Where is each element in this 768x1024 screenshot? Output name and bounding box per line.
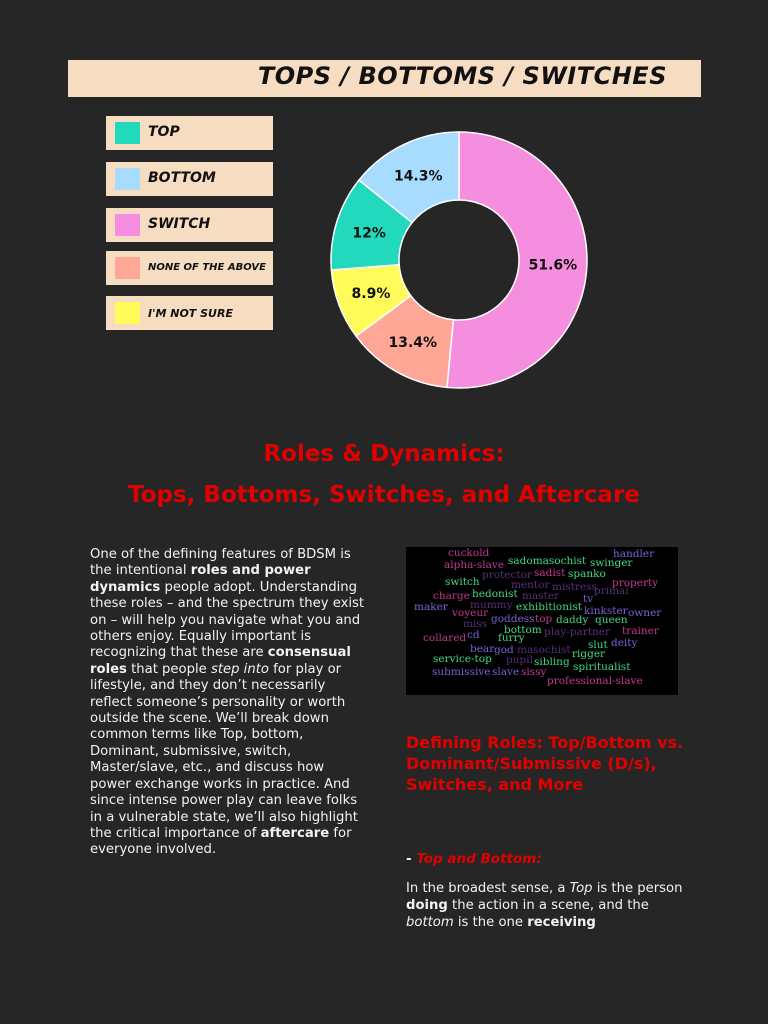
cloud-word: cuckold (448, 547, 490, 559)
chart-title: TOPS / BOTTOMS / SWITCHES (257, 62, 667, 90)
top-bottom-paragraph (406, 880, 686, 931)
cloud-word: master (522, 590, 560, 602)
donut-slice-label: 12% (352, 225, 386, 242)
legend-item-switch (106, 208, 273, 242)
cloud-word: spiritualist (573, 661, 631, 673)
subheading-dash: - (406, 851, 417, 867)
cloud-word: submissive (432, 666, 491, 678)
para-text: is the one (453, 915, 528, 930)
cloud-word: play-partner (544, 626, 611, 638)
cloud-word: handler (613, 548, 655, 560)
cloud-word: property (612, 577, 659, 589)
cloud-word: god (494, 644, 514, 656)
cloud-word: bear (470, 643, 495, 655)
legend-label: I'M NOT SURE (148, 307, 233, 320)
cloud-word: trainer (622, 625, 659, 637)
intro-text: that people (126, 661, 211, 677)
cloud-word: swinger (590, 557, 633, 569)
cloud-word: goddess (491, 613, 535, 625)
cloud-word: slut (588, 639, 608, 651)
cloud-word: switch (445, 576, 480, 588)
legend-item-not-sure (106, 296, 273, 330)
legend-item-bottom (106, 162, 273, 196)
intro-text: for everyone involved. (90, 825, 352, 858)
cloud-word: cd (467, 629, 480, 641)
cloud-word: sadist (534, 567, 566, 579)
intro-bold-consensual: consensual roles (90, 645, 351, 677)
cloud-word: voyeur (452, 607, 489, 619)
cloud-word: owner (628, 607, 662, 619)
cloud-word: mistress (552, 581, 597, 593)
para-text: the action in a scene, and the (447, 898, 649, 913)
intro-bold-aftercare: aftercare (260, 825, 330, 841)
cloud-word: mummy (470, 599, 513, 611)
legend-label: TOP (148, 124, 180, 140)
cloud-word: tv (583, 593, 594, 605)
cloud-word: slave (492, 666, 520, 678)
cloud-word: sibling (534, 656, 570, 668)
word-cloud-image (406, 547, 678, 695)
para-text: is the person (592, 881, 683, 896)
para-italic-bottom: bottom (406, 915, 454, 930)
cloud-word: maker (414, 601, 448, 613)
para-bold-doing: doing (406, 898, 448, 913)
cloud-word: exhibitionist (516, 601, 582, 613)
cloud-word: service-top (433, 653, 492, 665)
cloud-word: collared (423, 632, 467, 644)
intro-bold-roles: roles and power dynamics (90, 563, 311, 595)
legend-swatch-top (115, 122, 140, 144)
cloud-word: hedonist (472, 588, 518, 600)
legend-item-top (106, 116, 273, 150)
donut-slice-label: 13.4% (388, 334, 438, 351)
cloud-word: furry (498, 632, 525, 644)
para-text: In the broadest sense, a (406, 881, 570, 896)
cloud-word: kinkster (584, 605, 628, 617)
legend-swatch-bottom (115, 168, 140, 190)
legend-swatch-switch (115, 214, 140, 236)
top-and-bottom-subheading (406, 851, 542, 867)
intro-text: people adopt. Understanding these roles – and the spectrum they exist on – will help you navigate what you and others enjoy. Equally important is recognizing that these are (90, 579, 365, 661)
cloud-word: professional-slave (547, 675, 643, 687)
legend-label: BOTTOM (148, 170, 216, 186)
intro-text: for play or lifestyle, and they don’t necessarily reflect someone’s personality or worth outside the scene. We’ll break down common terms like Top, bottom, Dominant, submissive, switch, Master/slave, etc., and discuss how power exchange works in practice. And since intense power play can leave folks in a vulnerable state, we’ll also highlight the critical importance of (90, 661, 358, 841)
cloud-word: sissy (521, 666, 547, 678)
intro-italic-step-into: step into (210, 661, 269, 677)
cloud-word: primal (594, 585, 629, 597)
cloud-word: protector (482, 569, 532, 581)
cloud-word: bottom (504, 624, 542, 636)
cloud-word: spanko (568, 568, 606, 580)
chart-title-bar (68, 60, 701, 97)
donut-slice-label: 51.6% (528, 257, 578, 274)
legend-label: SWITCH (148, 216, 211, 232)
cloud-word: sadomasochist (508, 555, 587, 567)
cloud-word: alpha-slave (444, 559, 505, 571)
donut-chart (320, 118, 600, 402)
para-italic-top: Top (569, 881, 593, 896)
intro-paragraph (90, 547, 365, 859)
cloud-word: rigger (572, 648, 606, 660)
legend-label: NONE OF THE ABOVE (148, 262, 266, 273)
cloud-word: masochist (517, 644, 571, 656)
legend-swatch-not-sure (115, 302, 140, 324)
cloud-word: mentor (511, 579, 550, 591)
cloud-word: charge (433, 590, 470, 602)
para-bold-receiving: receiving (527, 915, 596, 930)
defining-roles-heading: Defining Roles: Top/Bottom vs. Dominant/Submissive (D/s), Switches, and More (406, 733, 684, 794)
cloud-word: pupil (506, 654, 533, 666)
legend-swatch-none (115, 257, 140, 279)
section-heading-line1: Roles & Dynamics: (263, 441, 505, 467)
cloud-word: top (535, 613, 553, 625)
donut-slice-label: 14.3% (393, 168, 443, 185)
section-heading-line2: Tops, Bottoms, Switches, and Aftercare (128, 482, 640, 508)
intro-text: One of the defining features of BDSM is the intentional (90, 547, 351, 579)
cloud-word: queen (595, 614, 628, 626)
cloud-word: miss (463, 618, 488, 630)
subheading-label: Top and Bottom: (416, 851, 542, 867)
cloud-word: daddy (556, 614, 589, 626)
legend-item-none (106, 251, 273, 285)
donut-slice-label: 8.9% (351, 285, 391, 302)
cloud-word: deity (611, 637, 638, 649)
